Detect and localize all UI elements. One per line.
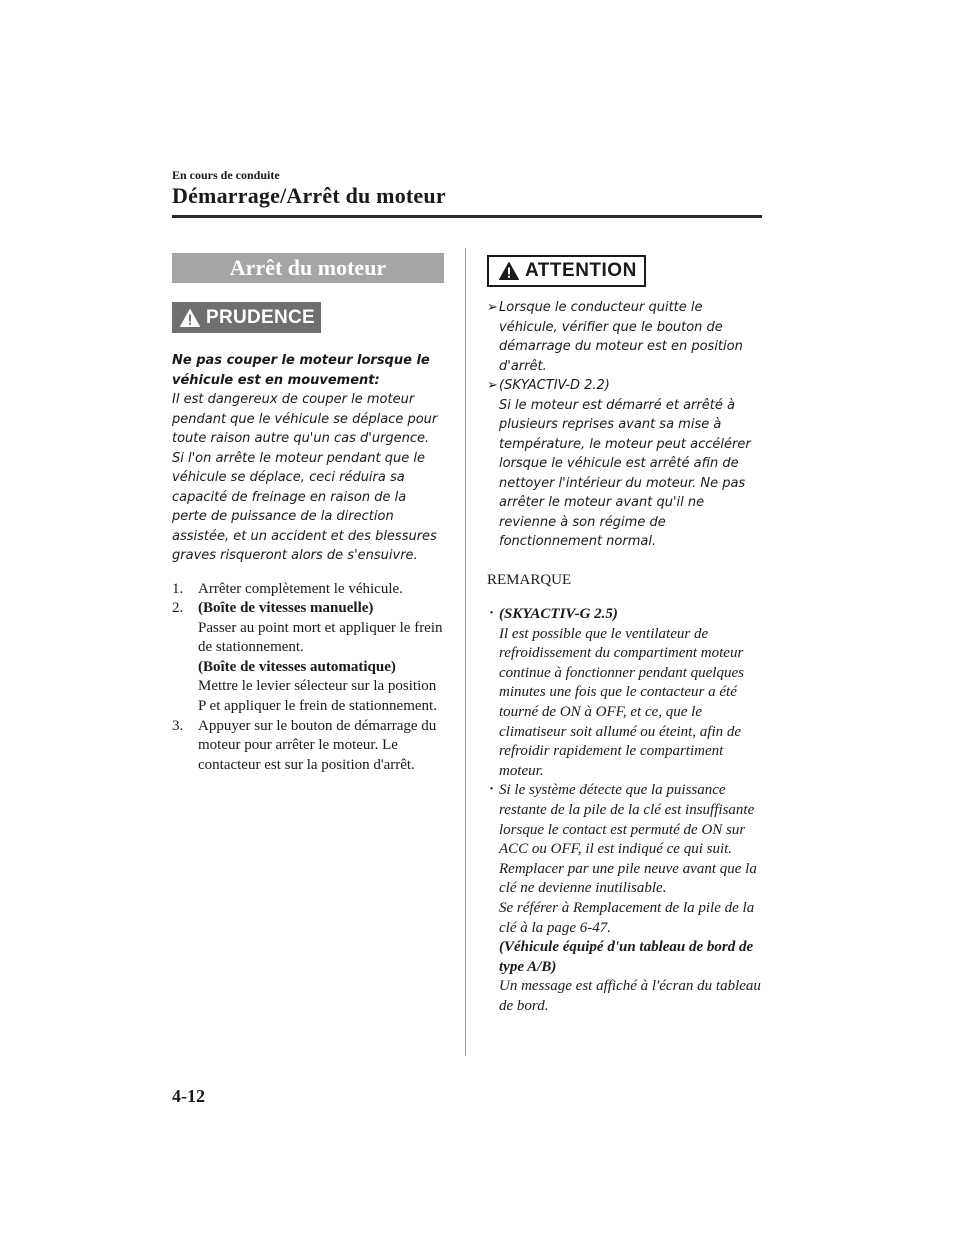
- step-manual-title: (Boîte de vitesses manuelle): [198, 600, 374, 617]
- arrow-bullet-icon: ➢: [487, 300, 498, 315]
- header-section-label: En cours de conduite: [172, 168, 280, 182]
- step-manual-text: Passer au point mort et appliquer le frein de stationnement.: [198, 619, 443, 656]
- arrow-bullet-icon: ➢: [487, 378, 498, 393]
- page-title: Démarrage/Arrêt du moteur: [172, 183, 446, 208]
- left-column: [172, 253, 444, 775]
- step-number: 1.: [172, 580, 184, 597]
- note-text: Remplacer par une pile neuve avant que la clé ne devienne inutilisable.: [499, 860, 757, 897]
- caution-item: [487, 298, 762, 376]
- warning-triangle-icon: [499, 262, 519, 280]
- note-text: Un message est affiché à l'écran du tableau de bord.: [499, 978, 761, 1014]
- warning-triangle-icon: [180, 309, 200, 327]
- warning-title: Ne pas couper le moteur lorsque le véhicule est en mouvement:: [172, 353, 430, 388]
- section-banner: Arrêt du moteur: [172, 253, 444, 283]
- caution-text: Lorsque le conducteur quitte le véhicule, vérifier que le bouton de démarrage du moteur est en position d'arrêt.: [499, 300, 743, 374]
- caution-list: [487, 298, 762, 552]
- caution-item: [487, 376, 762, 552]
- note-text: Se référer à Remplacement de la pile de la clé à la page 6-47.: [499, 900, 755, 936]
- column-divider: [465, 248, 466, 1056]
- caution-badge-label: ATTENTION: [525, 260, 637, 281]
- note-text: Il est possible que le ventilateur de refroidissement du compartiment moteur continue à fonctionner pendant quelques minutes une fois que le contacteur a été tourné de ON à OFF, et ce, que le climatiseur soit allumé ou éteint, afin de refroidir rapidement le compartiment moteur.: [499, 625, 744, 779]
- steps-list: [172, 580, 444, 776]
- step-auto-text: Mettre le levier sélecteur sur la position P et appliquer le frein de stationnement.: [198, 678, 437, 715]
- step-text: Appuyer sur le bouton de démarrage du moteur pour arrêter le moteur. Le contacteur est sur la position d'arrêt.: [198, 717, 437, 773]
- note-item: [487, 781, 762, 1016]
- note-heading: REMARQUE: [487, 571, 572, 588]
- dot-bullet-icon: ·: [489, 605, 495, 622]
- right-column: [487, 255, 762, 1017]
- dot-bullet-icon: ·: [489, 781, 495, 798]
- warning-badge: [172, 302, 321, 333]
- warning-text: Il est dangereux de couper le moteur pendant que le véhicule se déplace pour toute raison autre qu'un cas d'urgence. Si l'on arrête le moteur pendant que le véhicule se déplace, ceci réduira sa capacité de freinage en raison de la perte de puissance de la direction assistée, et un accident et des blessures graves risqueront alors de s'ensuivre.: [172, 392, 438, 563]
- caution-badge: [487, 255, 646, 287]
- note-item: [487, 605, 762, 781]
- caution-title: (SKYACTIV-D 2.2): [499, 378, 610, 393]
- warning-badge-label: PRUDENCE: [206, 306, 316, 328]
- step-item: [172, 599, 444, 717]
- step-item: [172, 717, 444, 776]
- caution-text: Si le moteur est démarré et arrêté à plusieurs reprises avant sa mise à température, le moteur peut accélérer lorsque le véhicule est arrêté afin de nettoyer l'intérieur du moteur. Ne pas arrêter le moteur avant qu'il ne revienne à son régime de fonctionnement normal.: [499, 397, 751, 549]
- step-text: Arrêter complètement le véhicule.: [198, 580, 403, 597]
- header-rule: [172, 215, 762, 218]
- notes-list: [487, 605, 762, 1016]
- note-title: (SKYACTIV-G 2.5): [499, 606, 618, 623]
- note-text: Si le système détecte que la puissance restante de la pile de la clé est insuffisante lorsque le contact est permuté de ON sur ACC ou OFF, il est indiqué ce qui suit.: [499, 782, 755, 858]
- note-title: (Véhicule équipé d'un tableau de bord de type A/B): [499, 939, 754, 975]
- step-item: [172, 580, 444, 600]
- step-number: 2.: [172, 600, 184, 617]
- page-number: 4-12: [172, 1086, 205, 1106]
- step-number: 3.: [172, 717, 184, 734]
- step-auto-title: (Boîte de vitesses automatique): [198, 658, 396, 675]
